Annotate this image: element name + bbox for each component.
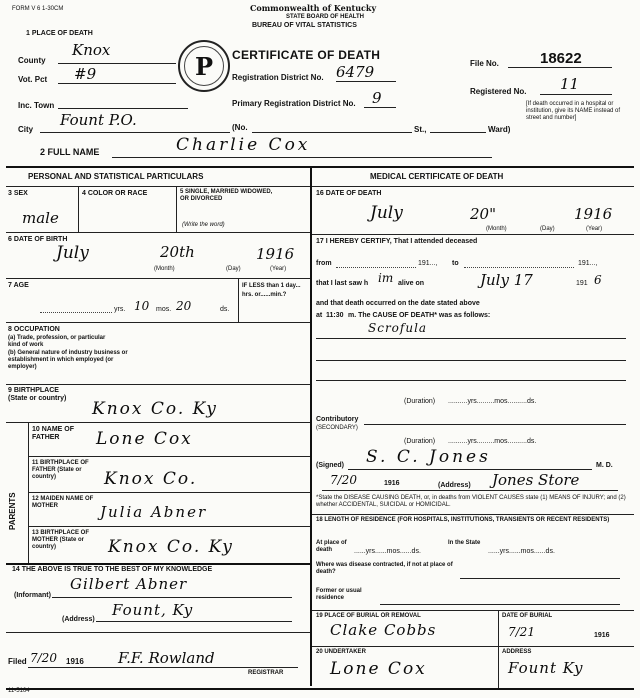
death-year-caption: (Year) [586,226,603,232]
age-days: 20 [176,299,192,313]
registrar-label: REGISTRAR [248,670,284,676]
burial-year: 1916 [594,632,610,639]
alive-on-label: alive on [398,280,425,287]
medical-heading: MEDICAL CERTIFICATE OF DEATH [370,172,504,181]
mother-birthplace-value: Knox Co. Ky [108,537,234,557]
inc-town-label: Inc. Town [18,101,55,110]
to-label: to [452,260,459,267]
birthplace-label: 9 BIRTHPLACE (State or country) [8,387,67,402]
informant-address: Fount, Ky [112,601,194,619]
filed-label: Filed [8,657,27,666]
mother-name-label: 12 MAIDEN NAME OF MOTHER [32,496,94,509]
dob-label: 6 DATE OF BIRTH [8,236,68,243]
marital-note: (Write the word) [182,222,225,228]
age-label: 7 AGE [8,282,29,289]
seal-stamp [178,40,230,92]
dob-day-caption: (Day) [226,266,241,272]
time-of-death: 11:30 [326,312,344,319]
occupation-b-label: (b) General nature of industry business or establishment in which employed (or employer) [8,350,128,370]
city-value: Fount P.O. [60,111,137,129]
father-name-label: 10 NAME OF FATHER [32,426,75,441]
burial-date-label: DATE OF BURIAL [502,613,553,619]
undertaker-address-label: ADDRESS [502,649,532,655]
burial-date: 7/21 [508,625,535,639]
duration-label-2: (Duration) [404,438,436,445]
father-birthplace-label: 11 BIRTHPLACE OF FATHER (State or country) [32,460,89,480]
personal-heading: PERSONAL AND STATISTICAL PARTICULARS [28,172,204,181]
place-of-death-heading: 1 PLACE OF DEATH [26,30,93,37]
occupation-a-label: (a) Trade, profession, or particular kind of work [8,335,106,348]
cause-of-death: Scrofula [368,321,428,335]
burial-place: Clake Cobbs [330,621,437,639]
birthplace-value: Knox Co. Ky [92,399,218,419]
contributory-label: Contributory [316,416,359,423]
county-label: County [18,56,46,65]
signed-year: 1916 [384,480,400,487]
street-label: St., [414,125,427,134]
father-name-value: Lone Cox [96,429,193,449]
signed-date: 7/20 [330,473,357,487]
dob-month-caption: (Month) [154,266,175,272]
certificate-title: CERTIFICATE OF DEATH [232,48,381,62]
age-ds-label: ds. [220,306,230,313]
form-number: FORM V 6 1-30CM [12,6,64,12]
burial-place-label: 19 PLACE OF BURIAL OR REMOVAL [316,613,421,619]
full-name-label: 2 FULL NAME [40,147,100,157]
hospital-note: [If death occurred in a hospital or institution, give its NAME instead of street and number] [526,101,621,121]
file-number: 18622 [540,50,582,67]
in-state-label: In the State [448,540,481,546]
file-no-label: File No. [470,59,499,68]
last-seen-date: July 17 [480,271,533,289]
md-label: M. D. [596,462,613,469]
primary-district-value: 9 [372,89,382,107]
death-day-caption: (Day) [540,226,555,232]
former-residence-label: Former or usual residence [316,588,362,601]
last-saw-inserted: im [378,271,394,285]
contracted-label: Where was disease contracted, if not at place of death? [316,562,453,575]
seal-letter: P [184,46,224,86]
registration-district-label: Registration District No. [232,73,324,82]
full-name-value: Charlie Cox [176,135,311,155]
occurred-text: and that death occurred on the date stated above [316,300,480,307]
at-place-label: At place of death [316,540,347,553]
cause-text: m. The CAUSE OF DEATH* was as follows: [348,312,491,319]
undertaker-address: Fount Ky [508,659,584,677]
sex-label: 3 SEX [8,190,28,197]
street-no-label: (No. [232,123,248,132]
vot-pct-value: #9 [74,65,97,83]
dob-year: 1916 [256,245,295,263]
primary-district-label: Primary Registration District No. [232,99,356,108]
signed-address-label: (Address) [438,482,471,489]
marital-label: 5 SINGLE, MARRIED WIDOWED, OR DIVORCED [180,189,273,202]
death-day: 20" [470,205,496,223]
parents-side-label: PARENTS [8,492,17,530]
bureau-heading: BUREAU OF VITAL STATISTICS [252,22,357,29]
registrar-name: F.F. Rowland [118,649,215,667]
dob-month: July [56,243,89,263]
last-saw-text: that I last saw h [316,280,369,287]
age-months: 10 [134,299,150,313]
date-of-death-label: 16 DATE OF DEATH [316,190,382,197]
death-month: July [370,203,403,223]
residence-label: 18 LENGTH OF RESIDENCE (FOR HOSPITALS, INSTITUTIONS, TRANSIENTS OR RECENT RESIDENTS) [316,517,610,523]
registered-no-value: 11 [560,75,580,93]
mother-name-value: Julia Abner [100,503,208,521]
dob-day: 20th [160,243,195,261]
undertaker-name: Lone Cox [330,659,427,679]
informant-name: Gilbert Abner [70,575,188,593]
color-label: 4 COLOR OR RACE [82,190,148,197]
informant-label: (Informant) [14,592,51,599]
occupation-label: 8 OCCUPATION [8,326,60,333]
county-value: Knox [72,41,111,59]
age-yrs-label: yrs. [114,306,126,313]
certify-text: 17 I HEREBY CERTIFY, That I attended deceased [316,238,478,245]
signed-address: Jones Store [492,471,580,489]
informant-statement: 14 THE ABOVE IS TRUE TO THE BEST OF MY KNOWLEDGE [12,566,213,573]
registration-district-value: 6479 [336,63,375,81]
board-heading: STATE BOARD OF HEALTH [286,14,364,20]
registered-no-label: Registered No. [470,87,527,96]
state-note: *State the DISEASE CAUSING DEATH, or, in deaths from VIOLENT CAUSES state (1) MEANS OF INJURY; and (2) whether ACCIDENTAL, SUICIDAL or HOMICIDAL. [316,495,626,508]
informant-address-label: (Address) [62,616,95,623]
vot-pct-label: Vot. Pct [18,75,48,84]
city-label: City [18,125,34,134]
duration-label-1: (Duration) [404,398,436,405]
death-year: 1916 [574,205,613,223]
last-seen-year: 6 [594,273,602,287]
secondary-label: (SECONDARY) [316,425,358,431]
if-less-note: IF LESS than 1 day... hrs. or......min.? [242,283,301,298]
dob-year-caption: (Year) [270,266,287,272]
filed-date: 7/20 [30,651,57,665]
death-month-caption: (Month) [486,226,507,232]
physician-signature: S. C. Jones [366,447,491,467]
death-certificate: FORM V 6 1-30CM Commonwealth of Kentucky STATE BOARD OF HEALTH BUREAU OF VITAL STATISTICS 1 PLACE OF DEATH P CERTIFICATE OF DEATH File No. 18622 County Knox Vot. Pct #9 Registration District No. 6479 Registered No. 11 Inc. Town Primary Registration District No. 9 [If death occurred in a hospital or institution, give its NAME instead of street and number] City Fount P.O. (No. St., Ward) 2 FULL NAME Charlie Cox PERSONAL AND STATISTICAL PARTICULARS MEDICAL CERTIFICATE OF DEATH 3 SEX male 4 COLOR OR RACE 5 SINGLE, MARRIED WIDOWED, OR DIVORCED (Write the word) 6 DATE OF BIRTH July 20th 1916 (Month) (Day) (Year) 7 AGE yrs. 10 mos. 20 ds. IF LESS than 1 day... hrs. or......min.? 8 OCCUPATION (a) Trade, profession, or particular kind of work (b) General nature of industry business or establishment in which employed (or employer) 9 BIRTHPLACE (State or country) Knox Co. Ky PARENTS 10 NAME OF FATHER Lone Cox 11 BIRTHPLACE OF FATHER (State or country) Knox Co. 12 MAIDEN NAME OF MOTHER Julia Abner 13 BIRTHPLACE OF MOTHER (State or country) Knox Co. Ky 14 THE ABOVE IS TRUE TO THE BEST OF MY KNOWLEDGE Gilbert Abner (Informant) Fount, Ky (Address) Filed 7/20 1916 F.F. Rowland REGISTRAR 11-5164 16 DATE OF DEATH July 20" 1916 (Month) (Day) (Year) 17 I HEREBY CERTIFY, That I attended deceased from 191..., to 191..., that I last saw h im alive on July 17 191 6 and that death occurred on the date stated above at 11:30 m. The CAUSE OF DEATH* was as follows: Scrofula (Duration) ..........yrs.........mos..........ds. Contributory (SECONDARY) (Duration) ..........yrs.........mos..........ds. (Signed) S. C. Jones M. D. 7/20 1916 (Address) Jones Store *State the DISEASE CAUSING DEATH, or, in deaths from VIOLENT CAUSES state (1) MEANS OF INJURY; and (2) whether ACCIDENTAL, SUICIDAL or HOMICIDAL. 18 LENGTH OF RESIDENCE (FOR HOSPITALS, INSTITUTIONS, TRANSIENTS OR RECENT RESIDENTS) At place of death ......yrs......mos......ds. In the State ......yrs......mos......ds. Where was disease contracted, if not at place of death? Former or usual residence 19 PLACE OF BURIAL OR REMOVAL Clake Cobbs DATE OF BURIAL 7/21 1916 20 UNDERTAKER Lone Cox ADDRESS Fount Ky [0,0,640,698]
age-mos-label: mos. [156,306,172,313]
from-label: from [316,260,332,267]
filed-year: 1916 [66,657,84,666]
sex-value: male [22,209,59,227]
commonwealth-heading: Commonwealth of Kentucky [250,3,377,13]
ward-label: Ward) [488,125,511,134]
father-birthplace-value: Knox Co. [104,469,198,489]
mother-birthplace-label: 13 BIRTHPLACE OF MOTHER (State or country) [32,530,90,550]
form-code: 11-5164 [8,688,30,694]
signed-label: (Signed) [316,462,344,469]
undertaker-label: 20 UNDERTAKER [316,649,366,655]
